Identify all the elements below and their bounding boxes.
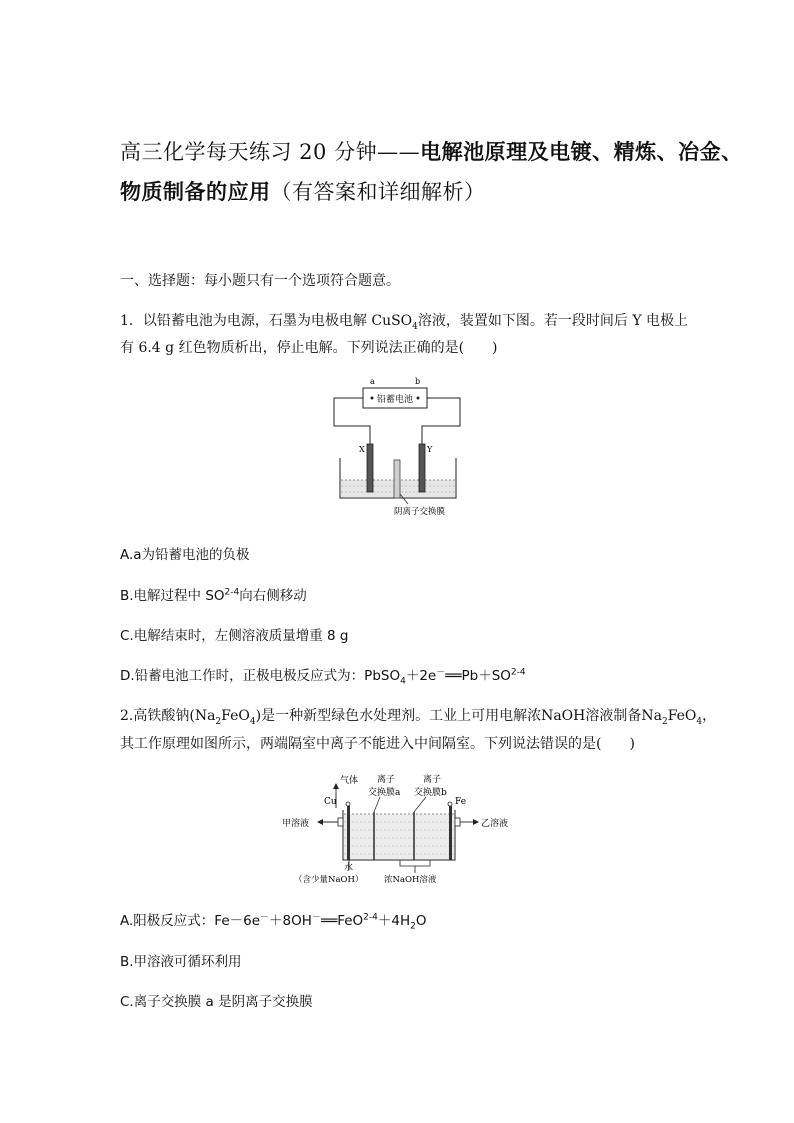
label-a: a xyxy=(370,377,375,386)
battery-label: 铅蓄电池 xyxy=(377,395,414,405)
q2-sub2: 4 xyxy=(249,716,256,727)
q2-opta-sub: 2 xyxy=(410,921,416,932)
q1-text-2: 溶液，装置如下图。若一段时间后 Y 电极上 xyxy=(417,313,689,329)
q2-opta-sup2: － xyxy=(311,912,321,923)
q2-option-b[interactable]: B.甲溶液可循环利用 xyxy=(120,954,242,970)
electrode-y xyxy=(419,444,425,492)
q1-optd-eq: ══Pb＋SO xyxy=(445,668,511,684)
q1-option-a[interactable]: A.a为铅蓄电池的负极 xyxy=(120,547,250,563)
q1-optd-sup1: － xyxy=(436,667,446,678)
q2-opta-eq: ══FeO xyxy=(320,913,364,929)
label-b: b xyxy=(415,377,421,386)
q2-sub4: 4 xyxy=(696,716,703,727)
fe-label: Fe xyxy=(455,797,467,807)
q2-option-c[interactable]: C.离子交换膜 a 是阴离子交换膜 xyxy=(120,994,313,1010)
q1-optb-sup: 2-4 xyxy=(224,587,240,598)
q2-opta-sup3: 2-4 xyxy=(363,912,378,923)
q2-text-post: )是一种新型绿色水处理剂。工业上可用电解浓NaOH溶液制备Na xyxy=(255,708,662,724)
gas-label: 气体 xyxy=(340,776,359,786)
q1-optd-mid: ＋2e xyxy=(405,668,437,684)
q2-sub1: 2 xyxy=(215,716,222,727)
mem-b-label-1: 离子 xyxy=(423,775,442,785)
q2-text-end: FeO xyxy=(667,708,697,724)
q1-text: 1．以铅蓄电池为电源，石墨为电极电解 CuSO xyxy=(120,313,413,329)
q1-stem-line-2: 有 6.4 g 红色物质析出，停止电解。下列说法正确的是( ) xyxy=(120,340,498,356)
page-title-line-1 xyxy=(120,136,743,166)
q2-stem-line-1 xyxy=(120,705,716,727)
title-normal-part: 高三化学每天练习 20 分钟—— xyxy=(120,140,421,164)
water-note-label: （含少量NaOH） xyxy=(294,875,364,885)
fe-electrode xyxy=(449,806,452,860)
mem-b-label-2: 交换膜b xyxy=(414,788,447,798)
q1-optb-text: B.电解过程中 SO xyxy=(120,588,225,604)
q2-stem-line-2: 其工作原理如图所示，两端隔室中离子不能进入中间隔室。下列说法错误的是( ) xyxy=(120,736,635,752)
q2-comma: ， xyxy=(702,708,717,724)
label-x: X xyxy=(359,445,365,454)
section-heading: 一、选择题：每小题只有一个选项符合题意。 xyxy=(120,273,400,289)
left-solution-label: 甲溶液 xyxy=(282,819,310,829)
page-title-line-2 xyxy=(120,176,486,206)
q2-opta-end: O xyxy=(415,913,427,929)
q1-optd-sub: 4 xyxy=(400,676,406,687)
q1-stem-line-1 xyxy=(120,310,688,332)
title-bold-part-2: 物质制备的应用 xyxy=(120,180,271,204)
electrode-x xyxy=(367,444,373,492)
q1-option-c[interactable]: C.电解结束时，左侧溶液质量增重 8 g xyxy=(120,628,349,644)
label-y: Y xyxy=(427,445,433,454)
q2-text: 2.高铁酸钠(Na xyxy=(120,708,216,724)
membrane-label: 阴离子交换膜 xyxy=(394,507,446,517)
mem-a-label-2: 交换膜a xyxy=(368,788,401,798)
mem-a-label-1: 离子 xyxy=(377,775,396,785)
q2-text-mid: FeO xyxy=(221,708,250,724)
q1-optd-sup2: 2-4 xyxy=(510,667,526,678)
q1-optb-text-2: 向右侧移动 xyxy=(239,588,307,604)
q2-electrolysis-diagram xyxy=(280,770,520,890)
q2-sub3: 2 xyxy=(661,716,668,727)
cu-electrode xyxy=(347,806,350,860)
q2-option-a[interactable] xyxy=(120,909,426,932)
q2-opta-post: ＋4H xyxy=(377,913,411,929)
q1-option-b[interactable] xyxy=(120,584,307,604)
q1-option-d[interactable] xyxy=(120,664,526,687)
water-label: 水 xyxy=(344,863,354,873)
conc-naoh-label: 浓NaOH溶液 xyxy=(384,875,437,885)
anion-exchange-membrane xyxy=(394,460,400,498)
q1-sub: 4 xyxy=(412,321,418,332)
q2-opta-sup1: － xyxy=(260,912,270,923)
right-solution-label: 乙溶液 xyxy=(481,819,509,829)
q1-optd-text: D.铅蓄电池工作时，正极电极反应式为：PbSO xyxy=(120,668,401,684)
title-bold-part: 电解池原理及电镀、精炼、冶金、 xyxy=(420,140,743,164)
q2-opta-text: A.阳极反应式：Fe－6e xyxy=(120,913,261,929)
q2-opta-mid: ＋8OH xyxy=(269,913,312,929)
title-normal-part-2: （有答案和详细解析） xyxy=(270,180,486,204)
q1-electrolysis-diagram xyxy=(330,376,470,521)
cu-label: Cu xyxy=(324,797,337,807)
